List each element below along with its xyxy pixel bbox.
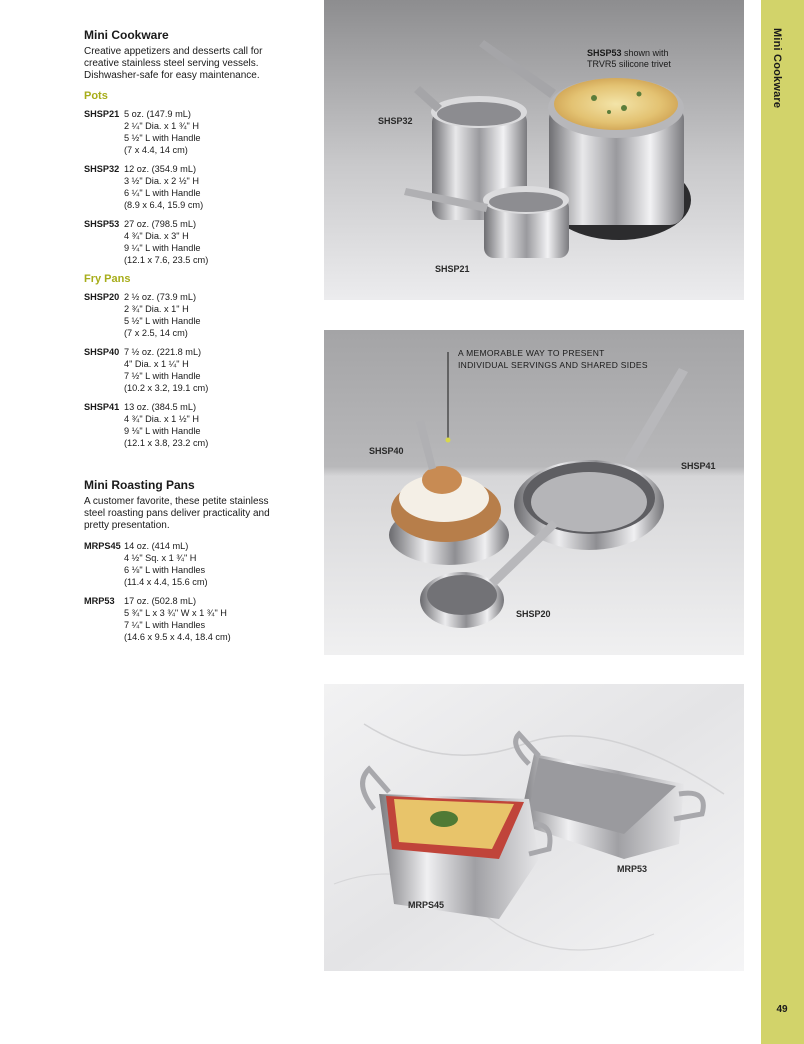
section-description: A customer favorite, these petite stainless steel roasting pans deliver practicality and pretty presentation. — [84, 496, 270, 531]
product-item — [84, 346, 314, 394]
product-specs: 17 oz. (502.8 mL) 5 ¾" L x 3 ¾" W x 1 ¾" H 7 ¼" L with Handles (14.6 x 9.5 x 4.4, 18.4 cm) — [124, 596, 231, 642]
product-specs: 2 ½ oz. (73.9 mL) 2 ¾" Dia. x 1" H 5 ½" L with Handle (7 x 2.5, 14 cm) — [124, 292, 201, 338]
label-shsp40: SHSP40 — [369, 446, 404, 456]
product-specs: 14 oz. (414 mL) 4 ½" Sq. x 1 ¾" H 6 ⅛" L with Handles (11.4 x 4.4, 15.6 cm) — [124, 541, 208, 587]
product-item — [84, 595, 314, 643]
product-item — [84, 108, 314, 156]
label-mrps45: MRPS45 — [408, 900, 445, 910]
fry-pans-heading: Fry Pans — [84, 273, 131, 285]
label-shsp41: SHSP41 — [681, 461, 716, 471]
product-code: SHSP40 — [84, 347, 120, 357]
product-code: SHSP21 — [84, 109, 120, 119]
page-number: 49 — [776, 1004, 788, 1015]
label-shsp21: SHSP21 — [435, 264, 470, 274]
section-title: Mini Cookware — [84, 28, 169, 42]
product-specs: 5 oz. (147.9 mL) 2 ¼" Dia. x 1 ¾" H 5 ½" L with Handle (7 x 4.4, 14 cm) — [124, 109, 201, 155]
side-tab-title: Mini Cookware — [771, 28, 783, 109]
section-title: Mini Roasting Pans — [84, 478, 195, 492]
note-code: SHSP53 — [587, 48, 622, 58]
mini-cookware-section — [84, 28, 314, 456]
fry-pans-illustration — [324, 330, 744, 655]
pots-photo — [324, 0, 744, 300]
fry-pans-photo — [324, 330, 744, 655]
mini-roasting-section — [84, 478, 314, 650]
tagline: A MEMORABLE WAY TO PRESENT INDIVIDUAL SERVINGS AND SHARED SIDES — [458, 348, 648, 370]
product-item — [84, 401, 314, 449]
pots-illustration — [324, 0, 744, 300]
product-item — [84, 163, 314, 211]
pots-heading: Pots — [84, 90, 108, 102]
side-tab — [761, 0, 804, 1044]
product-item — [84, 218, 314, 266]
product-code: SHSP20 — [84, 292, 120, 302]
product-item — [84, 291, 314, 339]
product-specs: 7 ½ oz. (221.8 mL) 4" Dia. x 1 ¼" H 7 ½" L with Handle (10.2 x 3.2, 19.1 cm) — [124, 347, 209, 393]
product-item — [84, 540, 314, 588]
product-specs: 12 oz. (354.9 mL) 3 ½" Dia. x 2 ½" H 6 ¼" L with Handle (8.9 x 6.4, 15.9 cm) — [124, 164, 204, 210]
roasting-pans-photo — [324, 684, 744, 971]
label-shsp32: SHSP32 — [378, 116, 413, 126]
product-code: SHSP53 — [84, 219, 120, 229]
note-line2: TRVR5 silicone trivet — [587, 59, 671, 69]
trivet-note — [587, 48, 671, 70]
product-code: SHSP41 — [84, 402, 120, 412]
product-specs: 13 oz. (384.5 mL) 4 ¾" Dia. x 1 ½" H 9 ⅛" L with Handle (12.1 x 3.8, 23.2 cm) — [124, 402, 209, 448]
label-shsp20: SHSP20 — [516, 609, 551, 619]
product-code: MRPS45 — [84, 541, 121, 551]
label-mrp53: MRP53 — [617, 864, 648, 874]
product-code: MRP53 — [84, 596, 115, 606]
roasting-pans-illustration — [324, 684, 744, 971]
product-code: SHSP32 — [84, 164, 120, 174]
note-line1: shown with — [621, 48, 669, 58]
section-description: Creative appetizers and desserts call for creative stainless steel serving vessels. Dishwasher-safe for easy maintenance. — [84, 46, 263, 81]
product-specs: 27 oz. (798.5 mL) 4 ¾" Dia. x 3" H 9 ¼" L with Handle (12.1 x 7.6, 23.5 cm) — [124, 219, 209, 265]
